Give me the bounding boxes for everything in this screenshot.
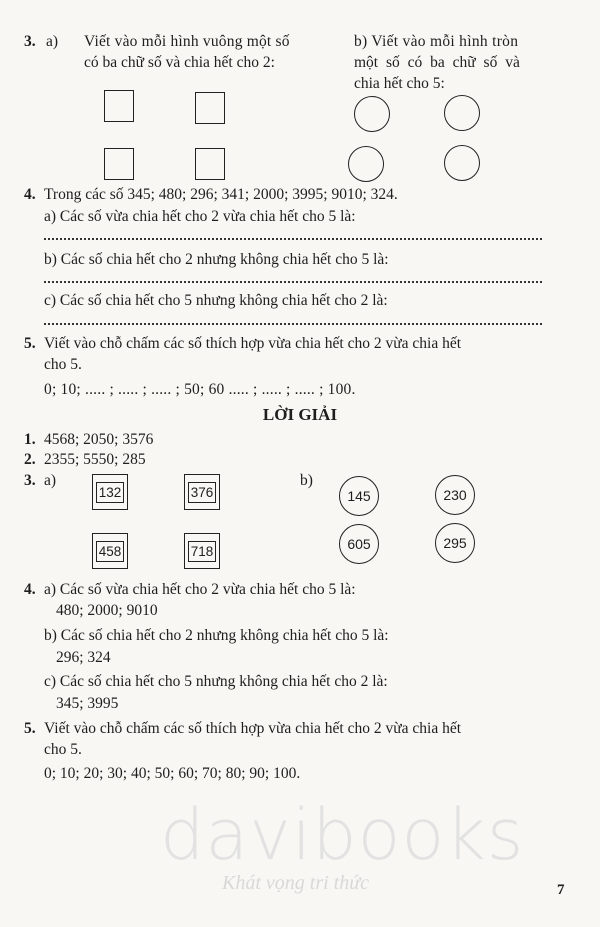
answer-dotted-line	[44, 281, 542, 283]
answer-circle-value: 605	[347, 536, 371, 552]
empty-circle	[444, 95, 480, 131]
answer-circle-value: 145	[347, 488, 371, 504]
problem-4c-text: c) Các số chia hết cho 5 nhưng không chia hết cho 2 là:	[44, 292, 388, 309]
answer-circle	[339, 476, 379, 516]
problem-3b-text-line3: chia hết cho 5:	[354, 75, 445, 92]
answer-square	[184, 533, 220, 569]
answer-square	[184, 474, 220, 510]
solution-5-text-line2: cho 5.	[44, 741, 82, 758]
empty-square-box	[195, 92, 225, 124]
solution-3a-label: a)	[44, 472, 57, 489]
solution-3b-label: b)	[300, 472, 313, 489]
answer-square-value: 458	[96, 541, 125, 562]
problem-3a-text-line2: có ba chữ số và chia hết cho 2:	[84, 54, 275, 71]
solution-4c-answer: 345; 3995	[56, 695, 119, 712]
solution-2-number: 2.	[24, 451, 36, 468]
solution-3-number: 3.	[24, 472, 36, 489]
empty-square-box	[104, 90, 134, 122]
problem-5-text-line2: cho 5.	[44, 356, 82, 373]
problem-4a-text: a) Các số vừa chia hết cho 2 vừa chia hết cho 5 là:	[44, 208, 356, 225]
empty-circle	[348, 146, 384, 182]
answer-circle	[339, 524, 379, 564]
answer-circle	[435, 475, 475, 515]
problem-3-number: 3.	[24, 33, 36, 50]
answer-square-value: 132	[96, 482, 125, 503]
problem-3b-text-line1: b) Viết vào mỗi hình tròn	[354, 33, 519, 50]
answer-square	[92, 474, 128, 510]
solution-4b-answer: 296; 324	[56, 649, 111, 666]
solution-4a-answer: 480; 2000; 9010	[56, 602, 158, 619]
solution-5-text-line1: Viết vào chỗ chấm các số thích hợp vừa chia hết cho 2 vừa chia hết	[44, 720, 462, 737]
problem-5-number: 5.	[24, 335, 36, 352]
solution-2-answer: 2355; 5550; 285	[44, 451, 146, 468]
empty-circle	[354, 96, 390, 132]
problem-4b-text: b) Các số chia hết cho 2 nhưng không chia hết cho 5 là:	[44, 251, 389, 268]
watermark-brand: davibooks	[160, 794, 525, 876]
solution-4c-text: c) Các số chia hết cho 5 nhưng không chia hết cho 2 là:	[44, 673, 388, 690]
solution-5-number: 5.	[24, 720, 36, 737]
problem-3a-text-line1: Viết vào mỗi hình vuông một số	[84, 33, 290, 50]
solution-5-answer: 0; 10; 20; 30; 40; 50; 60; 70; 80; 90; 100.	[44, 765, 301, 782]
problem-5-sequence: 0; 10; ..... ; ..... ; ..... ; 50; 60 ..... ; ..... ; ..... ; 100.	[44, 381, 356, 398]
problem-5-text-line1: Viết vào chỗ chấm các số thích hợp vừa chia hết cho 2 vừa chia hết	[44, 335, 462, 352]
solutions-heading: LỜI GIẢI	[262, 405, 338, 424]
solution-1-answer: 4568; 2050; 3576	[44, 431, 154, 448]
answer-dotted-line	[44, 323, 542, 325]
answer-square-value: 718	[188, 541, 217, 562]
answer-circle	[435, 523, 475, 563]
problem-4-intro: Trong các số 345; 480; 296; 341; 2000; 3995; 9010; 324.	[44, 186, 398, 203]
problem-4-number: 4.	[24, 186, 36, 203]
empty-circle	[444, 145, 480, 181]
answer-circle-value: 295	[443, 535, 467, 551]
problem-3b-text-line2: một số có ba chữ số và	[354, 54, 520, 71]
answer-circle-value: 230	[443, 487, 467, 503]
solution-4a-text: a) Các số vừa chia hết cho 2 vừa chia hết cho 5 là:	[44, 581, 356, 598]
answer-square-value: 376	[188, 482, 217, 503]
problem-3a-label: a)	[46, 33, 59, 50]
answer-dotted-line	[44, 238, 542, 240]
solution-1-number: 1.	[24, 431, 36, 448]
empty-square-box	[104, 148, 134, 180]
solution-4b-text: b) Các số chia hết cho 2 nhưng không chia hết cho 5 là:	[44, 627, 389, 644]
page-number: 7	[557, 882, 565, 898]
watermark-tagline: Khát vọng tri thức	[222, 872, 370, 894]
empty-square-box	[195, 148, 225, 180]
solution-4-number: 4.	[24, 581, 36, 598]
answer-square	[92, 533, 128, 569]
